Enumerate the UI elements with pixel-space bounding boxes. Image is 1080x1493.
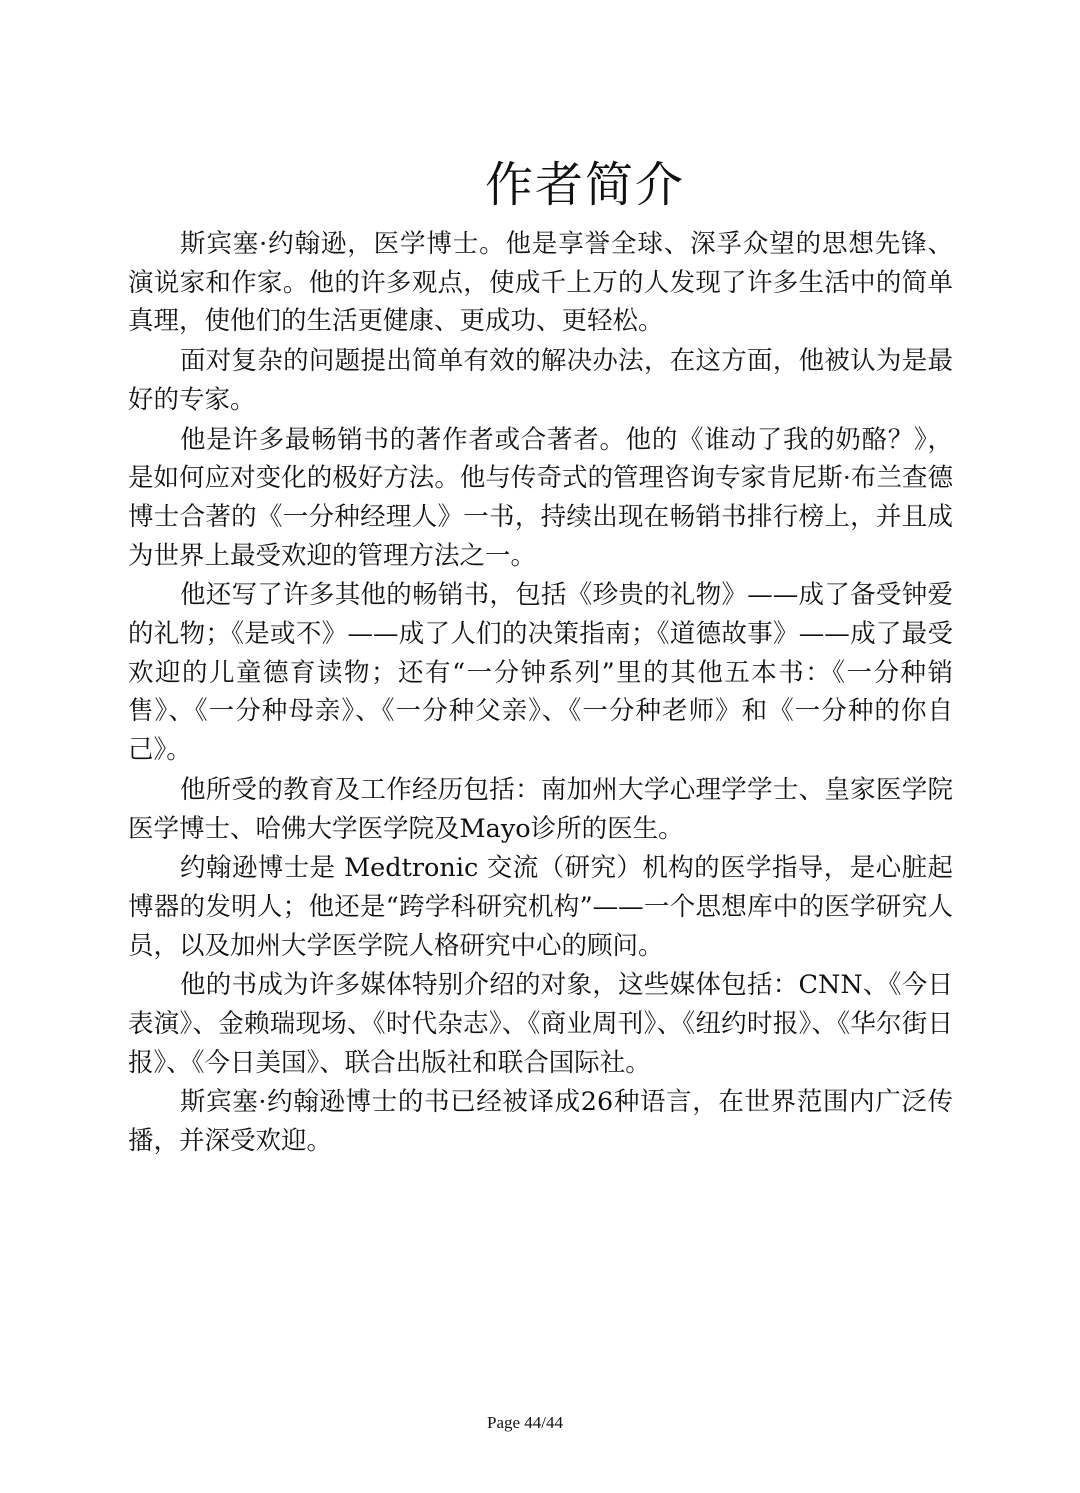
- page-title: 作者简介: [484, 157, 685, 213]
- paragraph-4: 他还写了许多其他的畅销书，包括《珍贵的礼物》——成了备受钟爱的礼物；《是或不》——成了人们的决策指南；《道德故事》——成了最受欢迎的儿童德育读物；还有“一分钟系列”里的其他五本书：《一分种销售》、《一分种母亲》、《一分种父亲》、《一分种老师》和《一分种的你自己》。: [128, 580, 953, 766]
- paragraph-2: 面对复杂的问题提出简单有效的解决办法，在这方面，他被认为是最好的专家。: [128, 346, 953, 415]
- body-text: [128, 225, 953, 1162]
- paragraph-3: 他是许多最畅销书的著作者或合著者。他的《谁动了我的奶酪？》，是如何应对变化的极好方法。他与传奇式的管理咨询专家肯尼斯·布兰查德博士合著的《一分种经理人》一书，持续出现在畅销书排行榜上，并且成为世界上最受欢迎的管理方法之一。: [128, 424, 953, 571]
- paragraph-6: 约翰逊博士是 Medtronic 交流（研究）机构的医学指导，是心脏起博器的发明人；他还是“跨学科研究机构”——一个思想库中的医学研究人员，以及加州大学医学院人格研究中心的顾问。: [128, 853, 953, 961]
- page-footer: Page 44/44: [486, 1413, 564, 1432]
- paragraph-8: 斯宾塞·约翰逊博士的书已经被译成26种语言，在世界范围内广泛传播，并深受欢迎。: [128, 1087, 953, 1157]
- paragraph-7: 他的书成为许多媒体特别介绍的对象，这些媒体包括：CNN、《今日表演》、金赖瑞现场、《时代杂志》、《商业周刊》、《纽约时报》、《华尔街日报》、《今日美国》、联合出版社和联合国际社。: [128, 970, 953, 1078]
- paragraph-1: 斯宾塞·约翰逊，医学博士。他是享誉全球、深孚众望的思想先锋、演说家和作家。他的许多观点，使成千上万的人发现了许多生活中的简单真理，使他们的生活更健康、更成功、更轻松。: [128, 229, 953, 337]
- paragraph-5: 他所受的教育及工作经历包括：南加州大学心理学学士、皇家医学院医学博士、哈佛大学医学院及Mayo诊所的医生。: [128, 774, 953, 844]
